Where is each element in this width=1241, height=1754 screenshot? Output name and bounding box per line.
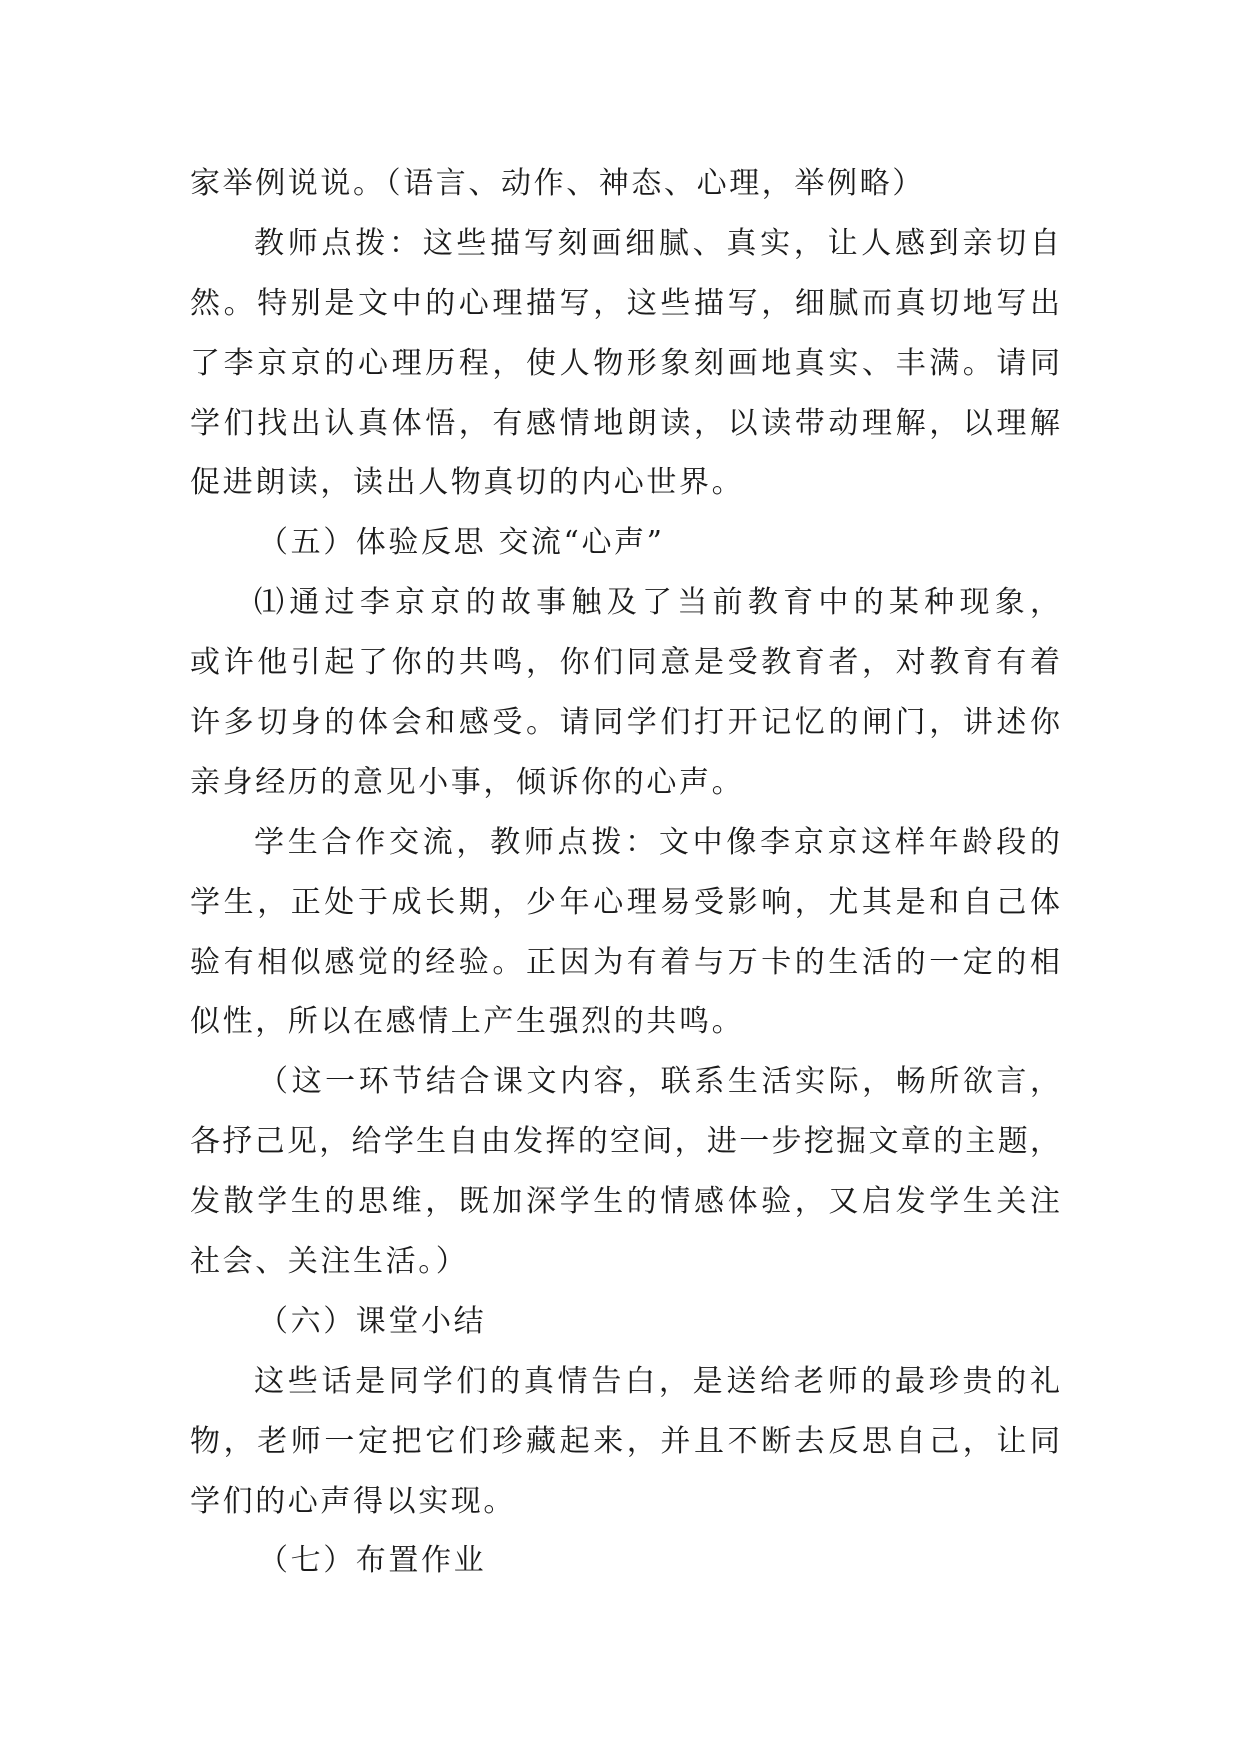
paragraph-line: 或许他引起了你的共鸣，你们同意是受教育者，对教育有着 — [190, 645, 1060, 681]
section-heading: （五）体验反思 交流“心声” — [258, 525, 665, 561]
paragraph-line: 学生合作交流，教师点拨：文中像李京京这样年龄段的 — [254, 824, 1060, 860]
paragraph-line: 社会、关注生活。） — [190, 1244, 469, 1280]
paragraph-line: 学们的心声得以实现。 — [190, 1483, 516, 1519]
paragraph-line: 亲身经历的意见小事，倾诉你的心声。 — [190, 764, 745, 800]
paragraph-line: （这一环节结合课文内容，联系生活实际，畅所欲言， — [258, 1064, 1060, 1100]
paragraph-line: 学们找出认真体悟，有感情地朗读，以读带动理解，以理解 — [190, 405, 1060, 441]
paragraph-line: 教师点拨：这些描写刻画细腻、真实，让人感到亲切自 — [254, 225, 1060, 261]
paragraph-line: 这些话是同学们的真情告白，是送给老师的最珍贵的礼 — [254, 1363, 1060, 1399]
paragraph-line: 验有相似感觉的经验。正因为有着与万卡的生活的一定的相 — [190, 944, 1060, 980]
paragraph-line: ⑴通过李京京的故事触及了当前教育中的某种现象， — [254, 585, 1060, 621]
document-body — [190, 154, 1060, 1591]
paragraph-line: 物，老师一定把它们珍藏起来，并且不断去反思自己，让同 — [190, 1423, 1060, 1459]
section-heading: （七）布置作业 — [258, 1543, 487, 1579]
section-heading: （六）课堂小结 — [258, 1303, 487, 1339]
paragraph-line: 似性，所以在感情上产生强烈的共鸣。 — [190, 1004, 745, 1040]
paragraph-line: 学生，正处于成长期，少年心理易受影响，尤其是和自己体 — [190, 884, 1060, 920]
paragraph-line: 许多切身的体会和感受。请同学们打开记忆的闸门，讲述你 — [190, 705, 1060, 741]
paragraph-line: 发散学生的思维，既加深学生的情感体验，又启发学生关注 — [190, 1184, 1060, 1220]
paragraph-line: 促进朗读，读出人物真切的内心世界。 — [190, 465, 745, 501]
paragraph-line: 然。特别是文中的心理描写，这些描写，细腻而真切地写出 — [190, 285, 1060, 321]
paragraph-line: 各抒己见，给学生自由发挥的空间，进一步挖掘文章的主题， — [190, 1124, 1060, 1160]
paragraph-line: 家举例说说。（语言、动作、神态、心理，举例略） — [190, 166, 925, 201]
paragraph-line: 了李京京的心理历程，使人物形象刻画地真实、丰满。请同 — [190, 345, 1060, 381]
